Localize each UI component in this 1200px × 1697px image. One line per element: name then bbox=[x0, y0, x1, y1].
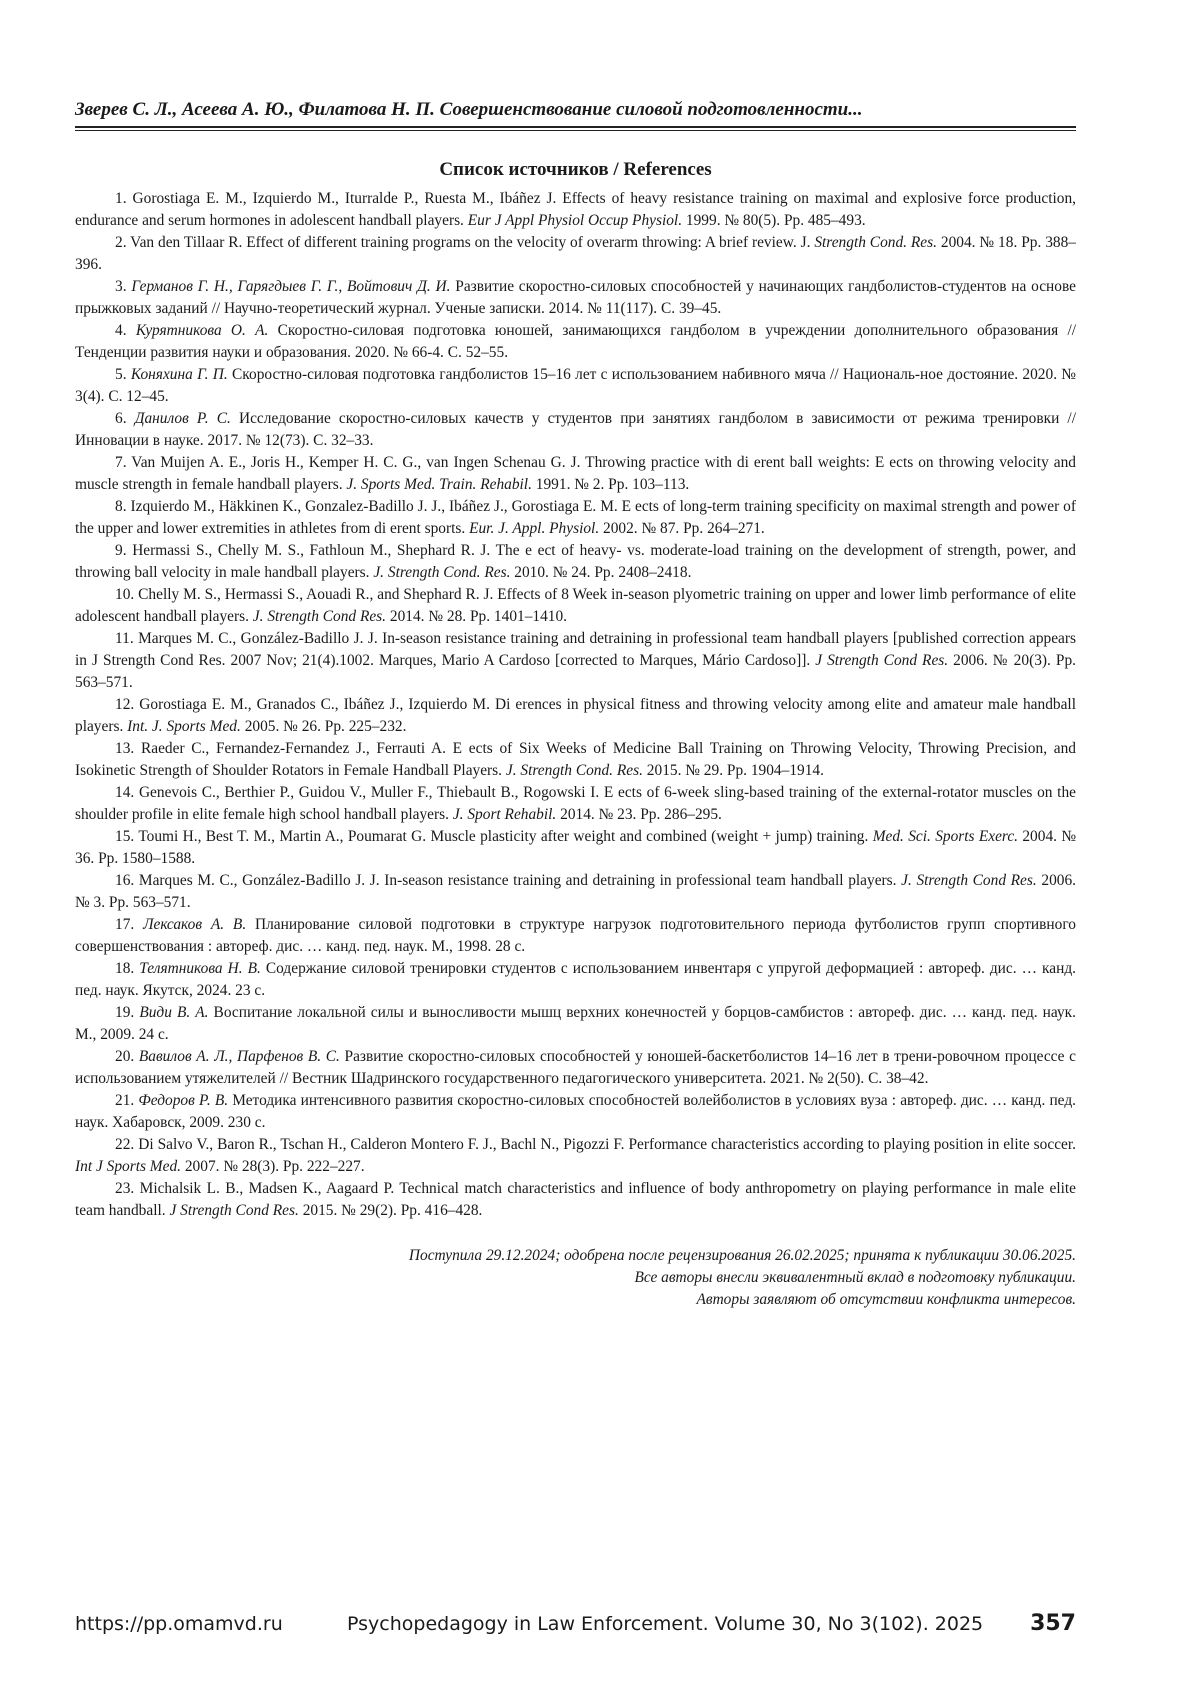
reference-details: 2002. № 87. Pp. 264–271. bbox=[599, 520, 765, 537]
reference-item bbox=[75, 408, 1076, 452]
reference-number: 14. bbox=[115, 784, 134, 801]
reference-item bbox=[75, 958, 1076, 1002]
reference-text: Исследование скоростно-силовых качеств у студентов при занятиях гандболом в зависимости от режима тренировки // Инновации в науке. 2017. № 12(73). С. 32–33. bbox=[75, 410, 1076, 449]
reference-number: 5. bbox=[115, 366, 127, 383]
reference-item bbox=[75, 1002, 1076, 1046]
reference-item bbox=[75, 1134, 1076, 1178]
reference-authors: Телятникова Н. В. bbox=[139, 960, 261, 977]
reference-authors: Izquierdo M., Häkkinen K., Gonzalez-Badillo J. J., Ibáñez J., Gorostiaga E. M. bbox=[130, 498, 617, 515]
reference-details: 1991. № 2. Pp. 103–113. bbox=[532, 476, 689, 493]
reference-number: 18. bbox=[115, 960, 134, 977]
reference-text: E ects of 6-week sling-based training of the external-rotator muscles on the shoulder profile in elite female high school handball players. bbox=[75, 784, 1076, 823]
reference-text: Effect of different training programs on the velocity of overarm throwing: A brief review. J. bbox=[242, 234, 814, 251]
reference-authors: Marques M. C., González-Badillo J. J. bbox=[139, 872, 380, 889]
page-footer bbox=[75, 1610, 1076, 1638]
reference-text: Содержание силовой тренировки студентов с использованием инвентаря с упругой деформацией : автореф. дис. … канд. пед. наук. Якутск, 2024. 23 с. bbox=[75, 960, 1076, 999]
reference-text: Развитие скоростно-силовых способностей у начинающих гандболистов-студентов на основе прыжковых заданий // Научно-теоретический журнал. Ученые записки. 2014. № 11(117). С. 39–45. bbox=[75, 278, 1076, 317]
reference-details: 2010. № 24. Pp. 2408–2418. bbox=[510, 564, 691, 581]
reference-item bbox=[75, 628, 1076, 694]
reference-number: 6. bbox=[115, 410, 127, 427]
publication-notes bbox=[75, 1245, 1076, 1311]
reference-item bbox=[75, 826, 1076, 870]
reference-number: 2. bbox=[115, 234, 127, 251]
reference-item bbox=[75, 694, 1076, 738]
reference-details: 2004. № 18. Pp. 388–396. bbox=[75, 234, 1076, 273]
reference-text: E ects of Six Weeks of Medicine Ball Training on Throwing Velocity, Throwing Precision, and Isokinetic Strength of Shoulder Rotators in Female Handball Players. bbox=[75, 740, 1076, 779]
references-list bbox=[75, 188, 1076, 1222]
reference-details: 1999. № 80(5). Pp. 485–493. bbox=[682, 212, 866, 229]
reference-journal: Int J Sports Med. bbox=[75, 1158, 181, 1175]
reference-text: Muscle plasticity after weight and combined (weight + jump) training. bbox=[426, 828, 873, 845]
reference-journal: J. Strength Cond Res. bbox=[901, 872, 1037, 889]
page-number: 357 bbox=[1030, 1610, 1076, 1638]
header-rule-thin bbox=[75, 130, 1076, 131]
reference-journal: J. Strength Cond. Res. bbox=[506, 762, 643, 779]
reference-item bbox=[75, 364, 1076, 408]
reference-text: In-season resistance training and detraining in professional team handball players. bbox=[380, 872, 902, 889]
reference-item bbox=[75, 540, 1076, 584]
reference-authors: Marques M. C., González-Badillo J. J. bbox=[138, 630, 378, 647]
reference-text: Throwing practice with di erent ball weights: E ects on throwing velocity and muscle strength in female handball players. bbox=[75, 454, 1076, 493]
reference-item bbox=[75, 232, 1076, 276]
reference-item bbox=[75, 452, 1076, 496]
reference-number: 23. bbox=[115, 1180, 134, 1197]
reference-text: Планирование силовой подготовки в структуре нагрузок подготовительного периода футболистов групп спортивного совершенствования : автореф. дис. … канд. пед. наук. М., 1998. 28 с. bbox=[75, 916, 1076, 955]
reference-details: 2007. № 28(3). Pp. 222–227. bbox=[181, 1158, 365, 1175]
reference-number: 21. bbox=[115, 1092, 134, 1109]
reference-journal: J. Strength Cond Res. bbox=[253, 608, 386, 625]
reference-number: 12. bbox=[115, 696, 134, 713]
reference-journal: Strength Cond. Res. bbox=[814, 234, 937, 251]
reference-item bbox=[75, 496, 1076, 540]
reference-journal: J. Strength Cond. Res. bbox=[373, 564, 510, 581]
reference-text: Performance characteristics according to playing position in elite soccer. bbox=[625, 1136, 1076, 1153]
reference-item bbox=[75, 320, 1076, 364]
reference-text: Развитие скоростно-силовых способностей у юношей-баскетболистов 14–16 лет в трени-ровочном процессе с использованием утяжелителей // Вестник Шадринского государственного педагогического университета. 2021. № 2(50). С. 38–42. bbox=[75, 1048, 1076, 1087]
reference-authors: Van Muijen A. E., Joris H., Kemper H. C. G., van Ingen Schenau G. J. bbox=[131, 454, 580, 471]
received-note: Поступила 29.12.2024; одобрена после рецензирования 26.02.2025; принята к публикации 30.06.2025. bbox=[75, 1245, 1076, 1267]
reference-number: 7. bbox=[115, 454, 127, 471]
reference-text: Effects of heavy resistance training on maximal and explosive force production, endurance and serum hormones in adolescent handball players. bbox=[75, 190, 1076, 229]
reference-authors: Вавилов А. Л., Парфенов В. С. bbox=[139, 1048, 340, 1065]
reference-authors: Van den Tillaar R. bbox=[130, 234, 242, 251]
reference-number: 15. bbox=[115, 828, 134, 845]
reference-text: Методика интенсивного развития скоростно-силовых способностей волейболистов в условиях вуза : автореф. дис. … канд. пед. наук. Хабаровск, 2009. 230 с. bbox=[75, 1092, 1076, 1131]
reference-number: 13. bbox=[115, 740, 134, 757]
journal-url-link[interactable]: https://pp.omamvd.ru bbox=[75, 1610, 283, 1638]
reference-journal: Eur. J. Appl. Physiol. bbox=[469, 520, 599, 537]
reference-authors: Види В. А. bbox=[139, 1004, 208, 1021]
reference-journal: Eur J Appl Physiol Occup Physiol. bbox=[468, 212, 682, 229]
reference-details: 2015. № 29(2). Pp. 416–428. bbox=[299, 1202, 483, 1219]
reference-text: The e ect of heavy- vs. moderate-load training on the development of strength, power, and throwing ball velocity in male handball players. bbox=[75, 542, 1076, 581]
reference-number: 9. bbox=[115, 542, 127, 559]
reference-journal: J. Sports Med. Train. Rehabil. bbox=[346, 476, 532, 493]
reference-text: Скоростно-силовая подготовка гандболистов 15–16 лет с использованием набивного мяча // Националь-ное достояние. 2020. № 3(4). С. 12–45. bbox=[75, 366, 1076, 405]
reference-number: 1. bbox=[115, 190, 127, 207]
contribution-note: Все авторы внесли эквивалентный вклад в подготовку публикации. bbox=[75, 1267, 1076, 1289]
reference-text: Di erences in physical fitness and throwing velocity among elite and amateur male handball players. bbox=[75, 696, 1076, 735]
conflict-note: Авторы заявляют об отсутствии конфликта интересов. bbox=[75, 1289, 1076, 1311]
reference-number: 4. bbox=[115, 322, 127, 339]
reference-text: Technical match characteristics and influence of body anthropometry on playing performance in male elite team handball. bbox=[75, 1180, 1076, 1219]
reference-authors: Германов Г. Н., Гарягдыев Г. Г., Войтович Д. И. bbox=[131, 278, 450, 295]
reference-authors: Коняхина Г. П. bbox=[131, 366, 228, 383]
reference-text: Effects of 8 Week in-season plyometric training on upper and lower limb performance of elite adolescent handball players. bbox=[75, 586, 1076, 625]
reference-details: 2014. № 28. Pp. 1401–1410. bbox=[386, 608, 567, 625]
reference-journal: J. Sport Rehabil. bbox=[453, 806, 556, 823]
reference-details: 2015. № 29. Pp. 1904–1914. bbox=[643, 762, 824, 779]
reference-journal: Med. Sci. Sports Exerc. bbox=[873, 828, 1018, 845]
reference-number: 16. bbox=[115, 872, 134, 889]
reference-authors: Лексаков А. В. bbox=[143, 916, 246, 933]
reference-authors: Toumi H., Best T. M., Martin A., Poumarat G. bbox=[138, 828, 426, 845]
reference-number: 19. bbox=[115, 1004, 134, 1021]
reference-authors: Gorostiaga E. M., Izquierdo M., Iturralde P., Ruesta M., Ibáñez J. bbox=[133, 190, 557, 207]
reference-journal: J Strength Cond Res. bbox=[169, 1202, 298, 1219]
reference-authors: Chelly M. S., Hermassi S., Aouadi R., and Shephard R. J. bbox=[138, 586, 493, 603]
header-rule-thick bbox=[75, 126, 1076, 128]
reference-details: 2004. № 36. Pp. 1580–1588. bbox=[75, 828, 1076, 867]
reference-details: 2006. № 20(3). Pp. 563–571. bbox=[75, 652, 1076, 691]
reference-text: Скоростно-силовая подготовка юношей, занимающихся гандболом в учреждении дополнительного образования // Тенденции развития науки и образования. 2020. № 66-4. С. 52–55. bbox=[75, 322, 1076, 361]
reference-text: In-season resistance training and detraining in professional team handball players [published correction appears in J Strength Cond Res. 2007 Nov; 21(4).1002. Marques, Mario A Cardoso [corrected to Marques, Mário Cardoso]]. bbox=[75, 630, 1076, 669]
reference-number: 22. bbox=[115, 1136, 134, 1153]
reference-authors: Федоров Р. В. bbox=[138, 1092, 228, 1109]
reference-authors: Genevois C., Berthier P., Guidou V., Muller F., Thiebault B., Rogowski I. bbox=[139, 784, 599, 801]
journal-citation: Psychopedagogy in Law Enforcement. Volume 30, No 3(102). 2025 bbox=[347, 1610, 983, 1638]
reference-details: 2006. № 3. Pp. 563–571. bbox=[75, 872, 1076, 911]
reference-number: 17. bbox=[115, 916, 134, 933]
reference-item bbox=[75, 738, 1076, 782]
reference-journal: J Strength Cond Res. bbox=[815, 652, 948, 669]
reference-details: 2005. № 26. Pp. 225–232. bbox=[241, 718, 407, 735]
reference-item bbox=[75, 188, 1076, 232]
reference-item bbox=[75, 276, 1076, 320]
reference-number: 8. bbox=[115, 498, 127, 515]
reference-text: E ects of long-term training specificity on maximal strength and power of the upper and lower extremities in athletes from di erent sports. bbox=[75, 498, 1076, 537]
reference-number: 3. bbox=[115, 278, 127, 295]
reference-authors: Gorostiaga E. M., Granados C., Ibáñez J., Izquierdo M. bbox=[139, 696, 490, 713]
reference-authors: Di Salvo V., Baron R., Tschan H., Calderon Montero F. J., Bachl N., Pigozzi F. bbox=[138, 1136, 624, 1153]
reference-item bbox=[75, 914, 1076, 958]
reference-number: 20. bbox=[115, 1048, 134, 1065]
reference-authors: Курятникова О. А. bbox=[136, 322, 269, 339]
reference-authors: Данилов Р. С. bbox=[135, 410, 231, 427]
reference-authors: Michalsik L. B., Madsen K., Aagaard P. bbox=[140, 1180, 395, 1197]
reference-journal: Int. J. Sports Med. bbox=[127, 718, 241, 735]
reference-item bbox=[75, 870, 1076, 914]
reference-authors: Hermassi S., Chelly M. S., Fathloun M., Shephard R. J. bbox=[132, 542, 490, 559]
reference-text: Воспитание локальной силы и выносливости мышц верхних конечностей у борцов-самбистов : автореф. дис. … канд. пед. наук. М., 2009. 24 с. bbox=[75, 1004, 1076, 1043]
reference-item bbox=[75, 782, 1076, 826]
reference-item bbox=[75, 584, 1076, 628]
reference-number: 11. bbox=[115, 630, 134, 647]
reference-number: 10. bbox=[115, 586, 134, 603]
running-title: Зверев С. Л., Асеева А. Ю., Филатова Н. П. Совершенствование силовой подготовленности... bbox=[75, 98, 1075, 122]
reference-details: 2014. № 23. Pp. 286–295. bbox=[556, 806, 722, 823]
reference-authors: Raeder C., Fernandez-Fernandez J., Ferrauti A. bbox=[141, 740, 446, 757]
reference-item bbox=[75, 1178, 1076, 1222]
reference-item bbox=[75, 1046, 1076, 1090]
reference-item bbox=[75, 1090, 1076, 1134]
references-title: Список источников / References bbox=[75, 158, 1076, 182]
